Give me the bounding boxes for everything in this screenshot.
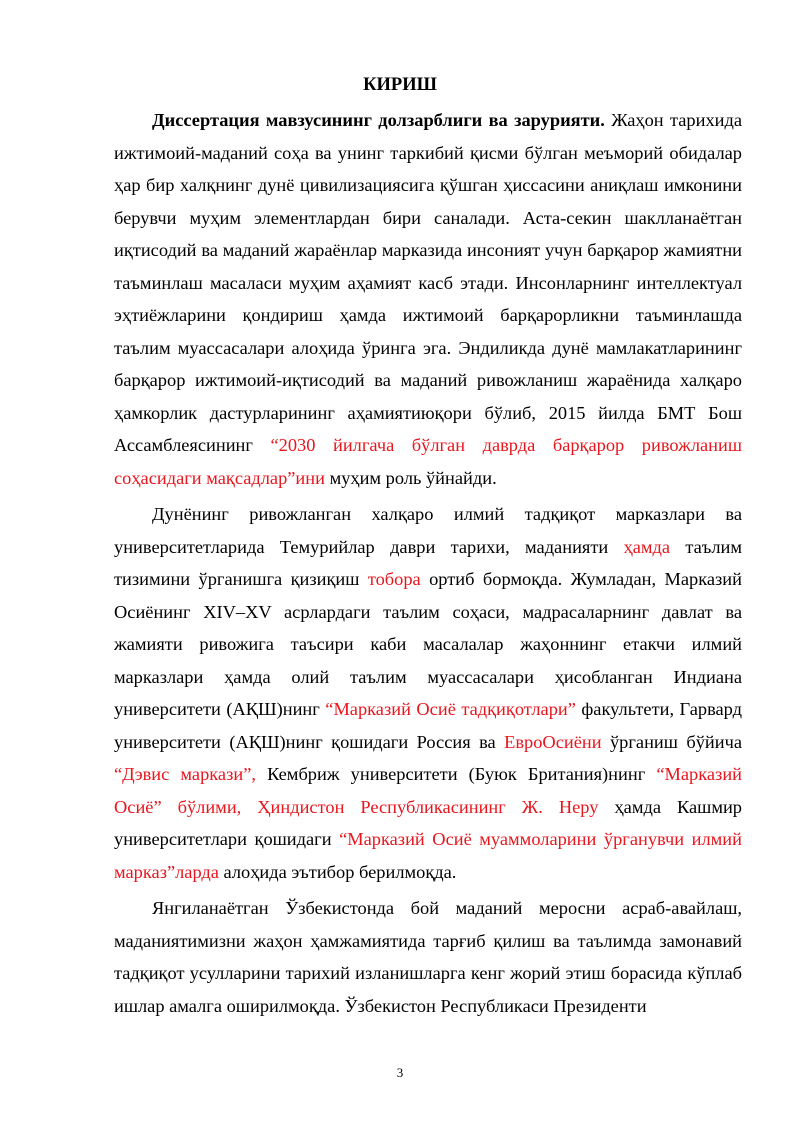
- highlighted-text: ҳамда: [623, 536, 671, 557]
- text-run: ҳамда Кашмир университетлари қошидаги: [114, 796, 743, 849]
- section-heading: КИРИШ: [363, 75, 437, 95]
- text-run: муҳим роль ўйнайди.: [324, 467, 497, 488]
- paragraph-relevance: [114, 104, 742, 494]
- page-number: 3: [396, 1065, 404, 1080]
- text-run: Янгиланаётган Ўзбекистонда бой маданий меросни асраб-авайлаш, маданиятимизни жаҳон ҳамжамиятида тарғиб қилиш ва таълимда замонавий тадқиқот усулларини тарихий изланишларга кенг жорий этиш борасида кўплаб ишлар амалга оширилмоқда. Ўзбекистон Республикаси Президенти: [114, 898, 742, 1016]
- text-run: Жаҳон тарихида ижтимоий-маданий соҳа ва унинг таркибий қисми бўлган меъморий обидалар ҳар бир халқнинг дунё цивилизациясига қўшган ҳиссасини аниқлаш имконини берувчи муҳим элементлардан бири саналади. Аста-секин шаклланаётган иқтисодий ва маданий жараёнлар марказида инсоният учун барқарор жамиятни таъминлаш масаласи муҳим аҳамият касб этади. Инсонларнинг интеллектуал эҳтиёжларини қондириш ҳамда ижтимоий барқарорликни таъминлашда таълим муассасалари алоҳида ўринга эга. Эндиликда дунё мамлакатларининг барқарор ижтимоий-иқтисодий ва маданий ривожланиш жараёнида халқаро ҳамкорлик дастурларининг аҳамиятиюқори бўлиб, 2015 йилда БМТ Бош Ассамблеясининг: [114, 110, 742, 455]
- text-run: ортиб бормоқда. Жумладан, Марказий Осиёнинг XIV–XV асрлардаги таълим соҳаси, мадрасаларнинг давлат ва жамияти ривожига таъсири каби масалалар жаҳоннинг етакчи илмий марказлари ҳамда олий таълим муассасалари ҳисобланган Индиана университети (АҚШ)нинг: [114, 569, 742, 719]
- highlighted-text: ЕвроОсиёни: [504, 731, 602, 752]
- text-run: факультети, Гарвард университети (АҚШ)нинг қошидаги Россия ва: [114, 699, 742, 752]
- text-run: таълим тизимини ўрганишга қизиқиш: [114, 536, 742, 589]
- highlighted-text: “Дэвис маркази”,: [114, 764, 256, 784]
- text-run: Кембриж университети (Буюк Британия)нинг: [255, 764, 657, 784]
- highlighted-text: “2030 йилгача бўлган даврда барқарор ривожланиш соҳасидаги мақсадлар”ини: [114, 435, 743, 488]
- highlighted-text: тобора: [367, 569, 421, 589]
- paragraph-research-centers: [114, 498, 742, 888]
- text-run: ўрганиш бўйича: [601, 731, 742, 752]
- text-run: алоҳида эътибор берилмоқда.: [218, 861, 457, 882]
- highlighted-text: “Марказий Осиё” бўлими, Ҳиндистон Республикасининг Ж. Неру: [114, 764, 742, 817]
- text-run: Дунёнинг ривожланган халқаро илмий тадқиқот марказлари ва университетларида Темурийлар даври тарихи, маданияти: [114, 504, 742, 557]
- paragraph-lead-title: Диссертация мавзусининг долзарблиги ва зарурияти.: [152, 110, 605, 130]
- paragraph-uzbekistan: [114, 892, 742, 1022]
- highlighted-text: “Марказий Осиё тадқиқотлари”: [325, 699, 576, 719]
- body-text: [114, 104, 742, 1026]
- highlighted-text: “Марказий Осиё муаммоларини ўрганувчи илмий марказ”ларда: [114, 829, 742, 882]
